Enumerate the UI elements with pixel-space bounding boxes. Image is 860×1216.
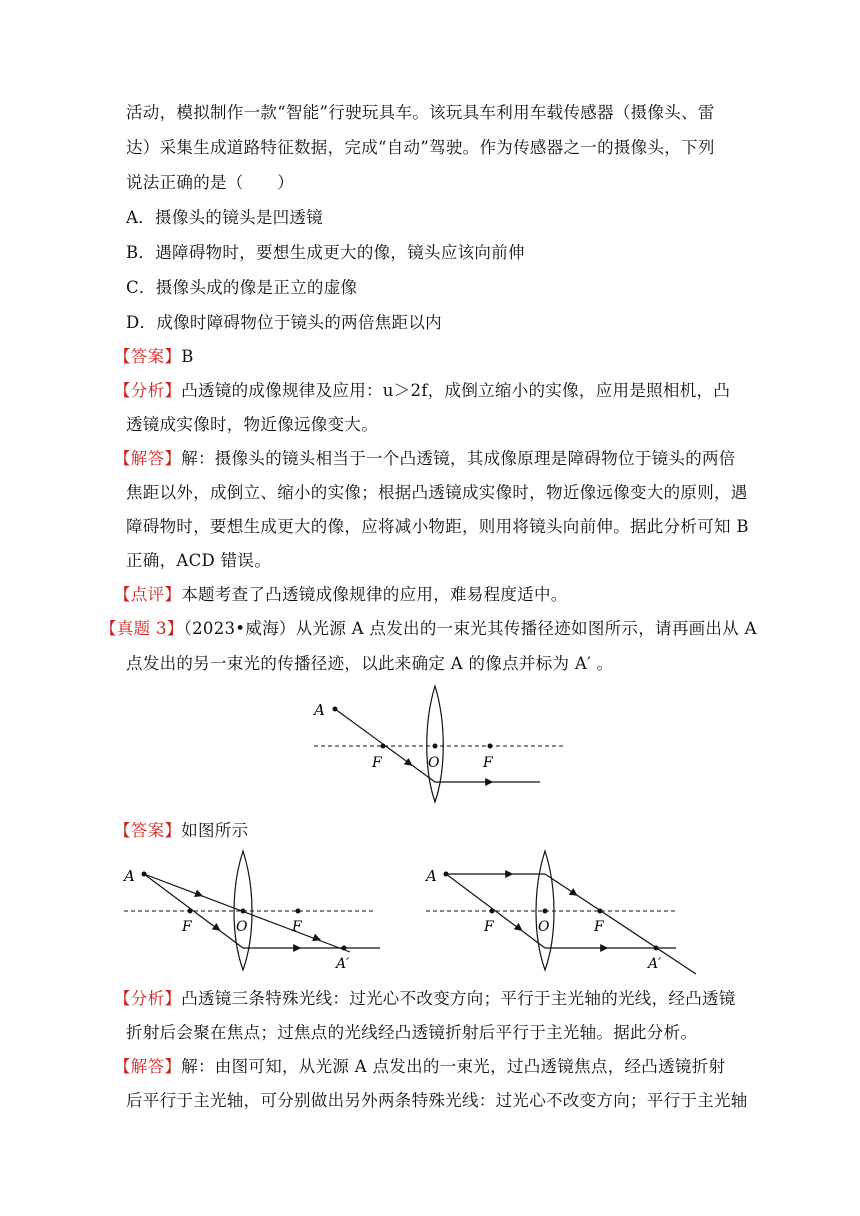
question-3-stem-text: 点发出的另一束光的传播径迹，以此来确定 A 的像点并标为 A′ 。 <box>126 654 614 673</box>
label-f-right: F <box>594 919 604 935</box>
q3-answer-line <box>114 820 248 842</box>
comment-line <box>114 584 568 606</box>
ray-through-center <box>144 874 350 952</box>
label-o: O <box>236 919 248 935</box>
comment-text: 本题考查了凸透镜成像规律的应用，难易程度适中。 <box>181 585 568 604</box>
question-lens-diagram <box>300 682 580 808</box>
label-o: O <box>428 755 440 771</box>
optical-center <box>543 909 548 914</box>
q3-solution-line <box>114 1056 725 1078</box>
label-a: A <box>314 701 325 719</box>
ray-through-focus-out <box>545 874 696 974</box>
answer-line <box>114 346 194 368</box>
label-f-left: F <box>182 919 192 935</box>
question-stem-line: 活动，模拟制作一款“智能”行驶玩具车。该玩具车利用车载传感器（摄像头、雷 <box>126 103 715 122</box>
solution-text: 焦距以外，成倒立、缩小的实像；根据凸透镜成实像时，物近像远像变大的原则，遇 <box>126 483 748 502</box>
q3-analysis-text: 凸透镜三条特殊光线：过光心不改变方向；平行于主光轴的光线，经凸透镜 <box>181 989 736 1008</box>
label-f-right: F <box>292 919 302 935</box>
question-3-tag: 【真题 3】 <box>100 619 184 638</box>
solution-text: 障碍物时，要想生成更大的像，应将减小物距，则用将镜头向前伸。据此分析可知 B <box>126 517 749 536</box>
analysis-tag: 【分析】 <box>114 381 182 400</box>
answer-value: B <box>181 347 194 366</box>
comment-tag: 【点评】 <box>114 585 182 604</box>
solution-tag: 【解答】 <box>114 449 182 468</box>
answer-diagram-left <box>118 848 388 974</box>
question-3-stem <box>100 618 757 640</box>
q3-answer-tag: 【答案】 <box>114 821 182 840</box>
solution-text: 正确，ACD 错误。 <box>126 551 272 570</box>
q3-solution-text: 后平行于主光轴，可分别做出另外两条特殊光线：过光心不改变方向；平行于主光轴 <box>126 1091 748 1110</box>
label-f-right: F <box>483 755 493 771</box>
solution-text: 解：摄像头的镜头相当于一个凸透镜，其成像原理是障碍物位于镜头的两倍 <box>181 449 736 468</box>
question-stem-line: 达）采集生成道路特征数据，完成“自动”驾驶。作为传感器之一的摄像头，下列 <box>126 138 715 157</box>
q3-solution-tag: 【解答】 <box>114 1057 182 1076</box>
q3-analysis-tag: 【分析】 <box>114 989 182 1008</box>
q3-answer-value: 如图所示 <box>181 821 249 840</box>
analysis-text: 凸透镜的成像规律及应用：u＞2f，成倒立缩小的实像，应用是照相机，凸 <box>181 381 731 400</box>
answer-diagram-right <box>420 848 710 976</box>
label-a: A <box>426 867 437 885</box>
option-d: D．成像时障碍物位于镜头的两倍焦距以内 <box>126 313 442 332</box>
option-c: C．摄像头成的像是正立的虚像 <box>126 278 358 297</box>
label-o: O <box>538 919 550 935</box>
q3-analysis-text: 折射后会聚在焦点；过焦点的光线经凸透镜折射后平行于主光轴。据此分析。 <box>126 1023 698 1042</box>
focus-right <box>488 744 493 749</box>
solution-line <box>114 448 736 470</box>
analysis-line <box>114 380 730 402</box>
question-stem-line: 说法正确的是（ ） <box>126 173 294 192</box>
ray-through-focus <box>446 874 545 948</box>
optical-center <box>433 744 438 749</box>
label-f-left: F <box>372 755 382 771</box>
ray-through-focus <box>144 874 243 948</box>
label-a: A <box>124 867 135 885</box>
label-image: A′ <box>648 956 662 972</box>
option-a: A．摄像头的镜头是凹透镜 <box>126 208 324 227</box>
q3-analysis-line <box>114 988 736 1010</box>
label-f-left: F <box>484 919 494 935</box>
question-3-stem-text: （2023•威海）从光源 A 点发出的一束光其传播径迹如图所示，请再画出从 A <box>183 619 757 638</box>
q3-solution-text: 解：由图可知，从光源 A 点发出的一束光，过凸透镜焦点，经凸透镜折射 <box>181 1057 726 1076</box>
option-b: B．遇障碍物时，要想生成更大的像，镜头应该向前伸 <box>126 243 525 262</box>
label-image: A′ <box>336 956 350 972</box>
analysis-text: 透镜成实像时，物近像远像变大。 <box>126 415 378 434</box>
focus-right <box>296 909 301 914</box>
answer-tag: 【答案】 <box>114 347 182 366</box>
